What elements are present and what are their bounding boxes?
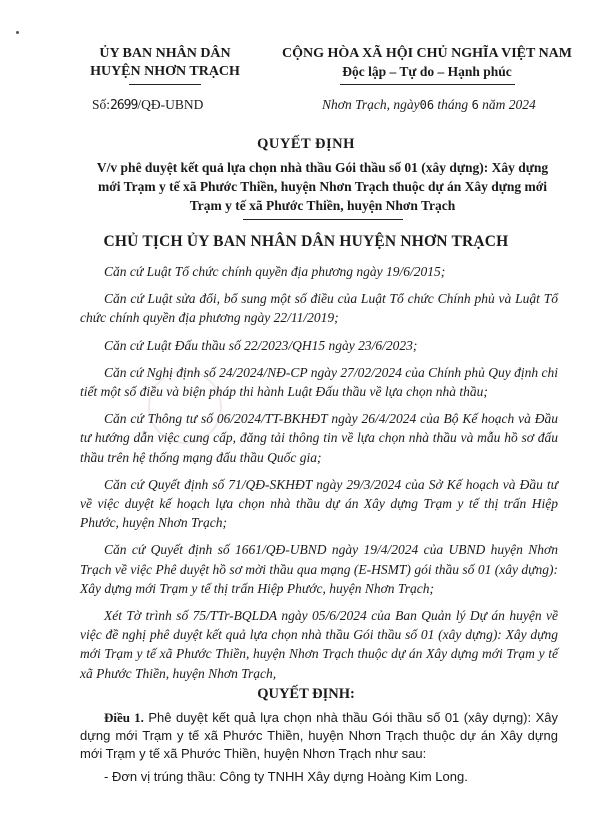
doc-number-suffix: /QĐ-UBND: [137, 97, 204, 112]
article-1-text: Phê duyệt kết quả lựa chọn nhà thầu Gói thầu số 01 (xây dựng): Xây dựng mới Trạm y tế xã Phước Thiền, huyện Nhơn Trạch thuộc dự án Xây dựng mới Trạm y tế xã Phước Thiền, huyện Nhơn Trạch như sau:: [80, 710, 558, 762]
national-motto: Độc lập – Tự do – Hạnh phúc: [342, 64, 512, 79]
article-1: [80, 709, 558, 790]
legal-basis-item: Căn cứ Luật sửa đổi, bổ sung một số điều của Luật Tổ chức Chính phủ và Luật Tổ chức chính quyền địa phương ngày 22/11/2019;: [80, 291, 558, 326]
place-prefix: Nhơn Trạch, ngày: [322, 97, 420, 112]
legal-basis-item: Căn cứ Luật Tổ chức chính quyền địa phương ngày 19/6/2015;: [104, 264, 446, 279]
national-heading: [272, 45, 582, 85]
legal-basis-item: Xét Tờ trình số 75/TTr-BQLDA ngày 05/6/2024 của Ban Quản lý Dự án huyện về việc đề nghị phê duyệt kết quả lựa chọn nhà thầu Gói thầu số 01 (xây dựng): Xây dựng mới Trạm y tế xã Phước Thiền, huyện Nhơn Trạch thuộc dự án Xây dựng mới Trạm y tế xã Phước Thiền, huyện Nhơn Trạch,: [80, 608, 558, 681]
authority-underline: [129, 84, 201, 85]
scan-speck: [16, 31, 19, 34]
legal-basis-item: Căn cứ Luật Đấu thầu số 22/2023/QH15 ngày 23/6/2023;: [104, 337, 418, 353]
nation-name: CỘNG HÒA XÃ HỘI CHỦ NGHĨA VIỆT NAM: [281, 46, 572, 61]
legal-bases: [80, 262, 558, 691]
authority-line-1: ỦY BAN NHÂN DÂN: [99, 46, 231, 61]
legal-basis-item: Căn cứ Quyết định số 71/QĐ-SKHĐT ngày 29/3/2024 của Sở Kế hoạch và Đầu tư về việc duyệt kế hoạch lựa chọn nhà thầu dự án Xây dựng Trạm y tế thị trấn Hiệp Phước, huyện Nhơn Trạch;: [80, 476, 558, 531]
motto-underline: [340, 84, 515, 85]
subject-underline: [243, 219, 403, 220]
document-number: [92, 97, 203, 113]
article-1-label: Điều 1.: [104, 710, 144, 725]
article-1-body: [80, 709, 558, 764]
doc-number-prefix: Số:: [92, 97, 111, 112]
legal-basis-item: Căn cứ Quyết định số 1661/QĐ-UBND ngày 19/4/2024 của UBND huyện Nhơn Trạch về việc Phê duyệt hồ sơ mời thầu qua mạng (E-HSMT) gói thầu số 01 (xây dựng): Xây dựng mới Trạm y tế thị trấn Hiệp Phước, huyện Nhơn Trạch;: [80, 542, 558, 596]
issuer-heading: CHỦ TỊCH ỦY BAN NHÂN DÂN HUYỆN NHƠN TRẠCH: [103, 233, 509, 250]
winning-contractor: - Đơn vị trúng thầu: Công ty TNHH Xây dựng Hoàng Kim Long.: [104, 768, 468, 784]
month-handwritten: 6: [471, 98, 479, 112]
issuing-authority: [70, 45, 260, 85]
doc-number-handwritten: 2699: [110, 98, 138, 113]
decision-heading: QUYẾT ĐỊNH:: [257, 686, 355, 702]
legal-basis-item: Căn cứ Nghị định số 24/2024/NĐ-CP ngày 27/02/2024 của Chính phủ Quy định chi tiết một số điều và biện pháp thi hành Luật Đấu thầu về lựa chọn nhà thầu;: [80, 364, 558, 400]
day-handwritten: 06: [419, 98, 435, 112]
document-subject: [95, 158, 550, 220]
authority-line-2: HUYỆN NHƠN TRẠCH: [90, 64, 240, 79]
legal-basis-item: Căn cứ Thông tư số 06/2024/TT-BKHĐT ngày 26/4/2024 của Bộ Kế hoạch và Đầu tư hướng dẫn việc cung cấp, đăng tải thông tin về lựa chọn nhà thầu và mẫu hồ sơ đấu thầu trên hệ thống mạng đấu thầu Quốc gia;: [80, 411, 558, 465]
year-label: năm 2024: [478, 97, 536, 112]
place-and-date: [322, 97, 536, 113]
subject-text: V/v phê duyệt kết quả lựa chọn nhà thầu Gói thầu số 01 (xây dựng): Xây dựng mới Trạm y tế xã Phước Thiền, huyện Nhơn Trạch thuộc dự án Xây dựng mới Trạm y tế xã Phước Thiền, huyện Nhơn Trạch: [96, 160, 549, 213]
month-label: tháng: [434, 97, 472, 112]
document-title: QUYẾT ĐỊNH: [257, 136, 355, 152]
